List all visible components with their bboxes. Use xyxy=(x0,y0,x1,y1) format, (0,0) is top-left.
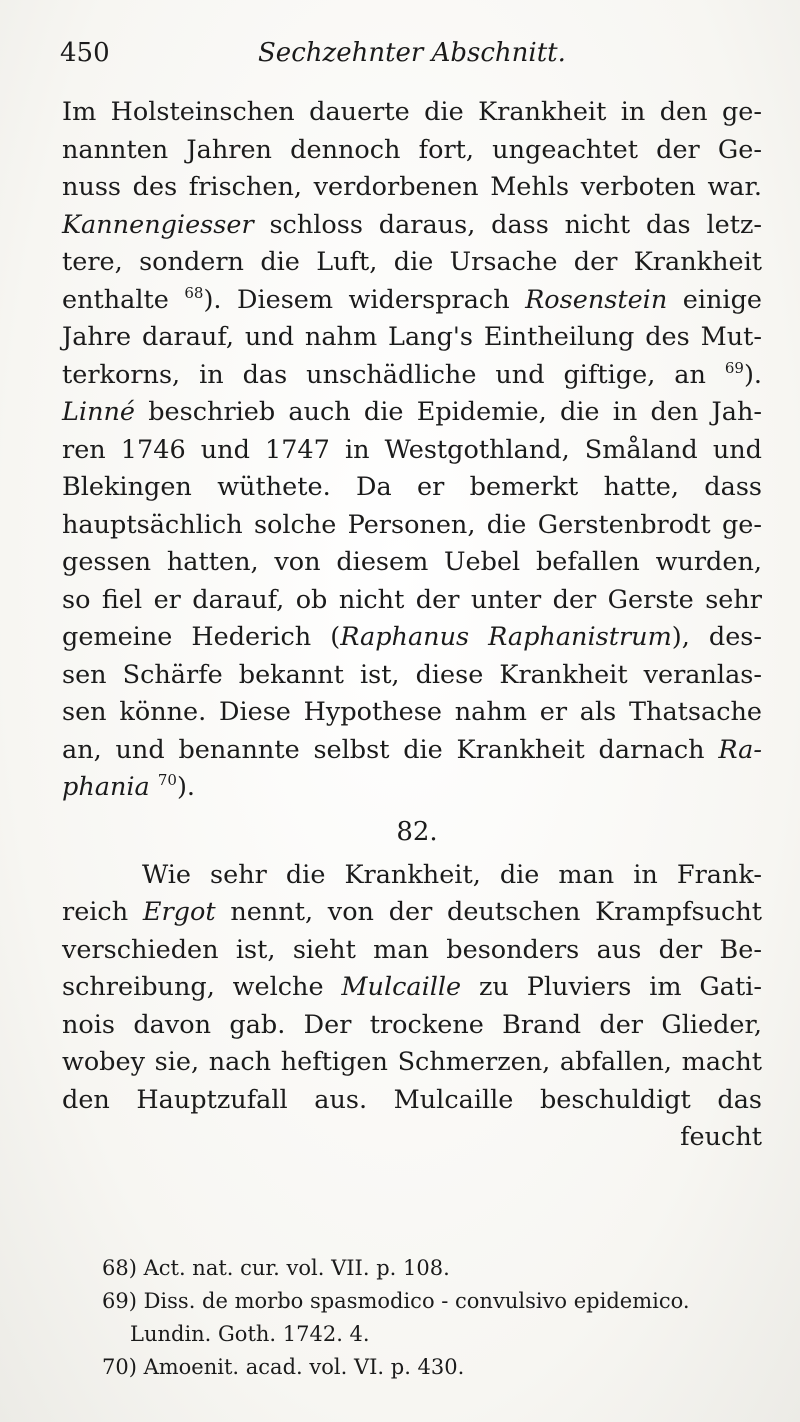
footnote-69: 69) Diss. de morbo spasmodico - convulsivo epidemico. xyxy=(102,1289,690,1313)
text-line: Wie sehr die Krankheit, die man in Frank- xyxy=(142,859,762,890)
paragraph-2 xyxy=(62,857,762,1157)
text-line: schreibung, welche Mulcaille zu Pluviers im Gati- xyxy=(62,972,763,1002)
text-line: reich Ergot nennt, von der deutschen Krampfsucht xyxy=(62,897,762,927)
footnotes xyxy=(102,1252,772,1384)
text-line: so fiel er darauf, ob nicht der unter der Gerste sehr xyxy=(62,584,762,615)
text-line: phania $^{70}$). xyxy=(62,771,195,802)
text-line: Im Holsteinschen dauerte die Krankheit in den ge- xyxy=(62,97,762,127)
text-line: sen könne. Diese Hypothese nahm er als Thatsache xyxy=(62,697,762,727)
text-line: ren 1746 und 1747 in Westgothland, Småland und xyxy=(62,434,762,465)
catchword: feucht xyxy=(680,1122,762,1152)
text-line: wobey sie, nach heftigen Schmerzen, abfallen, macht xyxy=(62,1047,762,1077)
text-line: sen Schärfe bekannt ist, diese Krankheit veranlas- xyxy=(62,659,762,690)
text-line: Blekingen wüthete. Da er bemerkt hatte, dass xyxy=(62,472,762,502)
text-line: Jahre darauf, und nahm Lang's Eintheilung des Mut- xyxy=(62,322,762,352)
text-line: nannten Jahren dennoch fort, ungeachtet der Ge- xyxy=(62,134,762,165)
text-line: tere, sondern die Luft, die Ursache der Krankheit xyxy=(62,247,762,277)
text-line: gemeine Hederich (Raphanus Raphanistrum), des- xyxy=(62,622,763,652)
text-line: nois davon gab. Der trockene Brand der Glieder, xyxy=(62,1009,762,1040)
text-line: gessen hatten, von diesem Uebel befallen wurden, xyxy=(62,547,762,577)
text-line: hauptsächlich solche Personen, die Gerstenbrodt ge- xyxy=(62,509,762,540)
page-number: 450 xyxy=(60,38,110,68)
footnote-69-continued: Lundin. Goth. 1742. 4. xyxy=(130,1322,370,1346)
text-line: an, und benannte selbst die Krankheit darnach Ra- xyxy=(62,734,762,765)
section-number: 82. xyxy=(396,816,438,847)
text-line: Linné beschrieb auch die Epidemie, die in den Jah- xyxy=(62,397,762,427)
text-line: terkorns, in das unschädliche und giftige, an $^{69}$). xyxy=(62,358,762,390)
body-text xyxy=(62,94,762,1157)
text-line: Kannengiesser schloss daraus, dass nicht das letz- xyxy=(62,209,762,240)
running-title: Sechzehnter Abschnitt. xyxy=(258,38,566,68)
page-header xyxy=(60,38,760,78)
text-line: den Hauptzufall aus. Mulcaille beschuldigt das xyxy=(62,1084,762,1115)
text-line: nuss des frischen, verdorbenen Mehls verboten war. xyxy=(62,172,762,202)
text-line: enthalte $^{68}$). Diesem widersprach Rosenstein einige xyxy=(62,283,762,315)
paragraph-1 xyxy=(62,94,762,807)
footnote-68: 68) Act. nat. cur. vol. VII. p. 108. xyxy=(102,1256,450,1280)
footnote-70: 70) Amoenit. acad. vol. VI. p. 430. xyxy=(102,1355,465,1379)
text-line: verschieden ist, sieht man besonders aus der Be- xyxy=(62,934,762,965)
